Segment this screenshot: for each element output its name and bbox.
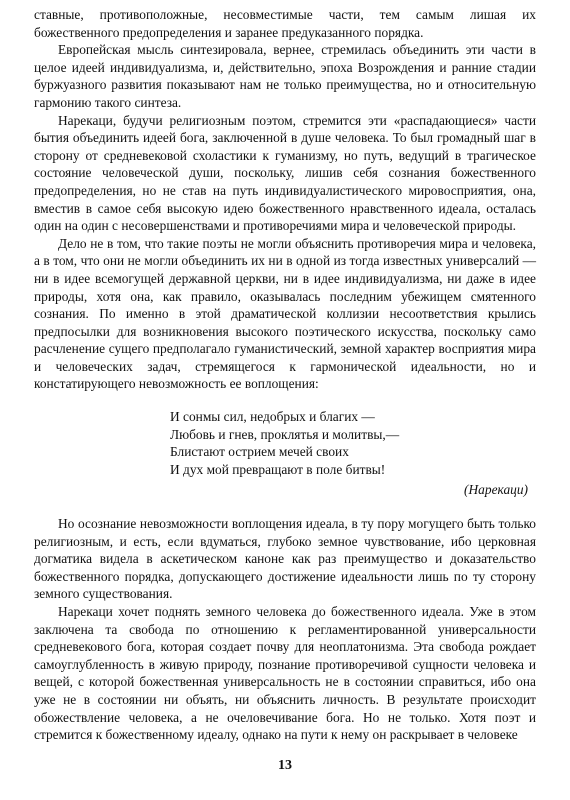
spacer [34, 499, 536, 515]
poem-attribution: (Нарекаци) [464, 482, 528, 498]
poem-line: И сонмы сил, недобрых и благих — [170, 409, 375, 425]
paragraph-european-thought: Европейская мысль синтезировала, вернее, стремилась объединить эти части в целое идеей индивидуализма, и, действительно, эпоха Возрождения и ранние стадии буржуазного развития показывают нам не только преимущества, но и относительную гармонию такого синтеза. [34, 42, 536, 110]
paragraph-elevating-man: Нарекаци хочет поднять земного человека до божественного идеала. Уже в этом заключена та свобода по отношению к регламентированной универсальности средневекового бога, которая создает почву для неоплатонизма. Эта свобода рождает самоуглубленность в живую природу, познание противоречивой сущности человека и вещей, с которой божественная универсальность не в состоянии справиться, ибо она уже не в состоянии ни объять, ни объяснить личность. В результате происходит обожествление человека, а не очеловечивание бога. Но не только. Хотя поэт и стремится к божественному идеалу, однако на пути к нему он раскрывает в человеке [34, 604, 536, 743]
poem-quote [170, 408, 536, 478]
page-number: 13 [278, 758, 292, 773]
poem-line: Любовь и гнев, проклятья и молитвы,— [170, 426, 400, 442]
paragraph-narekatsi-religious-poet: Нарекаци, будучи религиозным поэтом, стремится эти «распадающиеся» части бытия объединить идеей бога, заключенной в душе человека. То был громадный шаг в сторону от средневековой схоластики к гуманизму, но путь, ведущий в трагическое состояние человеческой души, поскольку, лишив себя сознания божественного предопределения, но не став на путь индивидуалистического мировосприятия, она, вместив в самое себя высокую идею божественного нравственного идеала, осталась один на один с несовершенствами и противоречиями мира и человеческой природы. [34, 112, 536, 234]
paragraph-continuation: ставные, противоположные, несовместимые части, тем самым лишая их божественного предопределения и заранее предуказанного порядка. [34, 7, 536, 40]
paragraph-contradictions: Дело не в том, что такие поэты не могли объяснить противоречия мира и человека, а в том, что они не могли объединить их ни в одной из тогда известных универсалий — ни в идее всемогущей державной церкви, ни в идее индивидуализма, ни даже в идее природы, хотя она, как правило, оказывалась последним убежищем смятенного сознания. По именно в этой драматической коллизии несоответствия крылись предпосылки для возникновения высокого поэтического искусства, поскольку само расчленение сущего предполагало гуманистический, земной характер восприятия мира и человеческих задач, стремящегося к гармонической идеальности, но и констатирующего невозможность ее воплощения: [34, 235, 536, 392]
paragraph-realization: Но осознание невозможности воплощения идеала, в ту пору могущего быть только религиозным, и есть, если вдуматься, глубоко земное чувствование, ибо церковная догматика видела в аскетическом каноне как раз преимущество и доказательство божественного порядка, допускающего достижение идеальности лишь по ту сторону земного существования. [34, 516, 536, 602]
poem-line: И дух мой превращают в поле битвы! [170, 461, 386, 477]
poem-line: Блистают острием мечей своих [170, 444, 349, 460]
